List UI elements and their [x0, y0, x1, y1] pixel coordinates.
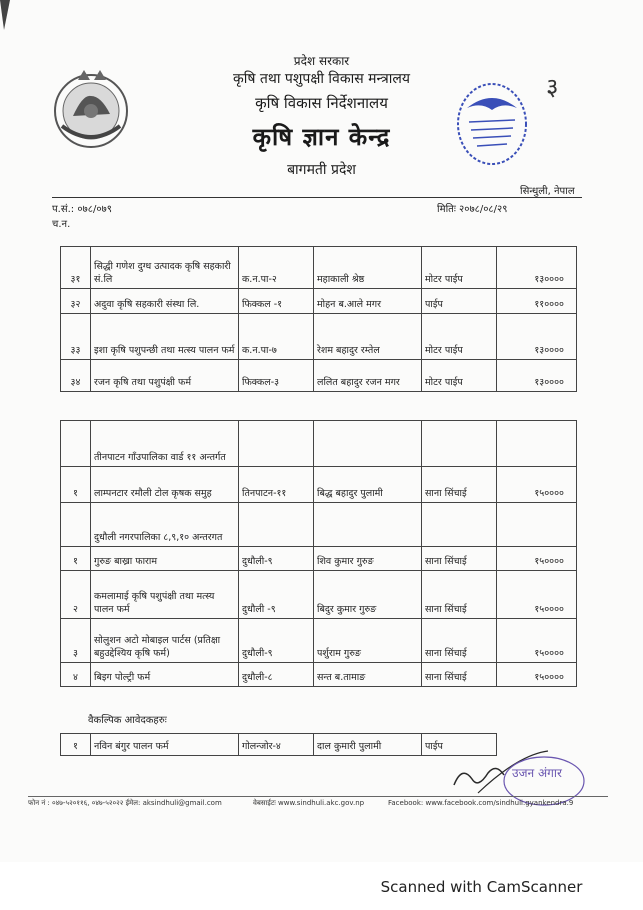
- footer-facebook: Facebook: www.facebook.com/sindhuli.gyankendra.9: [388, 799, 574, 807]
- table-cell: ३१: [61, 247, 91, 289]
- table-cell: [497, 421, 577, 467]
- table-cell: क.न.पा-७: [239, 314, 314, 360]
- table-cell: रेशम बहादुर रम्तेल: [314, 314, 422, 360]
- table-cell: सिद्धी गणेश दुग्ध उत्पादक कृषि सहकारी सं.लि: [91, 247, 239, 289]
- table-cell: इशा कृषि पशुपन्छी तथा मत्स्य पालन फर्म: [91, 314, 239, 360]
- ministry-name: कृषि तथा पशुपक्षी विकास मन्त्रालय: [232, 71, 411, 87]
- table-cell: दुधौली-८: [239, 663, 314, 687]
- table-cell: बिद्ध बहादुर पुलामी: [314, 467, 422, 503]
- footer-website: वेबसाईटः www.sindhuli.akc.gov.np: [253, 799, 365, 807]
- table-cell: [314, 503, 422, 547]
- table-cell: दुधौली-९: [239, 619, 314, 663]
- table-row: [61, 289, 577, 314]
- table-cell: ३३: [61, 314, 91, 360]
- table-cell: २: [61, 571, 91, 619]
- table-cell: १: [61, 467, 91, 503]
- table-cell: [61, 503, 91, 547]
- table-cell: महाकाली श्रेष्ठ: [314, 247, 422, 289]
- table-cell: फिक्कल -१: [239, 289, 314, 314]
- table-cell: दुधौली नगरपालिका ८,९,१० अन्तरगत: [91, 503, 239, 547]
- table-row: [61, 503, 577, 547]
- table-cell: फिक्कल-३: [239, 360, 314, 392]
- reference-number: प.सं.: ०७८/०७९: [52, 204, 112, 215]
- table-cell: १: [61, 734, 91, 756]
- table-cell: साना सिंचाई: [422, 467, 497, 503]
- table-cell: नविन बंगुर पालन फर्म: [91, 734, 239, 756]
- office-seal-stamp: [453, 80, 531, 168]
- table-cell: तिनपाटन-११: [239, 467, 314, 503]
- table-cell: १५००००: [497, 467, 577, 503]
- table-cell: क.न.पा-२: [239, 247, 314, 289]
- table-cell: पाईप: [422, 734, 497, 756]
- table-cell: मोटर पाईप: [422, 314, 497, 360]
- table-cell: ३४: [61, 360, 91, 392]
- header-line-1: प्रदेश सरकार: [293, 54, 350, 68]
- table-row: [61, 547, 577, 571]
- table-row: [61, 663, 577, 687]
- table-cell: साना सिंचाई: [422, 619, 497, 663]
- table-row: [61, 734, 497, 756]
- table-row: [61, 571, 577, 619]
- table-cell: साना सिंचाई: [422, 571, 497, 619]
- table-cell: [239, 421, 314, 467]
- table-cell: मोटर पाईप: [422, 360, 497, 392]
- table-cell: [422, 503, 497, 547]
- table-cell: १३००००: [497, 247, 577, 289]
- table-row: [61, 360, 577, 392]
- office-name: कृषि ज्ञान केन्द्र: [252, 123, 391, 151]
- table-cell: १५००००: [497, 663, 577, 687]
- letterhead-footer: [28, 796, 608, 807]
- table-cell: १: [61, 547, 91, 571]
- table-cell: तीनपाटन गाँउपालिका वार्ड ११ अन्तर्गत: [91, 421, 239, 467]
- table-cell: साना सिंचाई: [422, 663, 497, 687]
- table-row: [61, 467, 577, 503]
- table-cell: पर्शुराम गुरुङ: [314, 619, 422, 663]
- table-cell: मोटर पाईप: [422, 247, 497, 289]
- table-cell: १५००००: [497, 619, 577, 663]
- table-cell: [61, 421, 91, 467]
- office-location: सिन्धुली, नेपाल: [520, 186, 575, 197]
- table-cell: साना सिंचाई: [422, 547, 497, 571]
- table-cell: कमलामाई कृषि पशुपंक्षी तथा मत्स्य पालन फर्म: [91, 571, 239, 619]
- table-cell: १३००००: [497, 314, 577, 360]
- table-cell: [314, 421, 422, 467]
- alternate-applicants-heading: वैकल्पिक आवेदकहरुः: [88, 715, 167, 726]
- table-cell: [497, 503, 577, 547]
- table-cell: ३२: [61, 289, 91, 314]
- table-cell: दुधौली-९: [239, 547, 314, 571]
- page-mark: ३: [546, 73, 559, 101]
- beneficiary-table-2: [60, 420, 577, 687]
- scanner-watermark-text: Scanned with CamScanner: [380, 878, 583, 896]
- table-cell: १३००००: [497, 360, 577, 392]
- table-cell: सोलुशन अटो मोबाइल पार्टस (प्रतिक्षा बहुउद्देश्यिय कृषि फर्म): [91, 619, 239, 663]
- signature-stamp-text: उजन अंगार: [512, 766, 562, 780]
- directorate-name: कृषि विकास निर्देशनालय: [255, 94, 388, 112]
- table-cell: दुधौली -९: [239, 571, 314, 619]
- table-row: [61, 314, 577, 360]
- table-cell: १५००००: [497, 571, 577, 619]
- table-cell: गोलन्जोर-४: [239, 734, 314, 756]
- table-cell: रजन कृषि तथा पशुपंक्षी फर्म: [91, 360, 239, 392]
- table-row: [61, 247, 577, 289]
- table-cell: दाल कुमारी पुलामी: [314, 734, 422, 756]
- dispatch-number-label: च.न.: [52, 219, 71, 230]
- footer-contact: फोन नं : ०४७-५२०११६, ०४७-५२०२२ ईमेल: aksindhuli@gmail.com: [28, 799, 222, 807]
- table-cell: ११००००: [497, 289, 577, 314]
- table-cell: बिदुर कुमार गुरुङ: [314, 571, 422, 619]
- table-cell: पाईप: [422, 289, 497, 314]
- table-cell: ३: [61, 619, 91, 663]
- table-cell: ४: [61, 663, 91, 687]
- table-cell: बिइग पोल्ट्री फर्म: [91, 663, 239, 687]
- table-cell: गुरुङ बाख्रा फाराम: [91, 547, 239, 571]
- reference-row: [52, 197, 582, 215]
- province-name: बागमती प्रदेश: [287, 162, 356, 178]
- beneficiary-table-1: [60, 246, 577, 392]
- alternate-applicants-table: [60, 733, 497, 756]
- table-cell: अदुवा कृषि सहकारी संस्था लि.: [91, 289, 239, 314]
- table-cell: सन्त ब.तामाङ: [314, 663, 422, 687]
- table-cell: लाम्पनटार रमौली टोल कृषक समुह: [91, 467, 239, 503]
- table-cell: शिव कुमार गुरुङ: [314, 547, 422, 571]
- table-cell: १५००००: [497, 547, 577, 571]
- letter-date: मितिः २०७८/०८/२९: [437, 204, 508, 215]
- table-cell: ललित बहादुर रजन मगर: [314, 360, 422, 392]
- table-cell: मोहन ब.आले मगर: [314, 289, 422, 314]
- table-cell: [239, 503, 314, 547]
- page-corner-mark: [0, 0, 12, 32]
- scanner-watermark: [0, 878, 643, 896]
- table-row: [61, 619, 577, 663]
- table-cell: [422, 421, 497, 467]
- table-row: [61, 421, 577, 467]
